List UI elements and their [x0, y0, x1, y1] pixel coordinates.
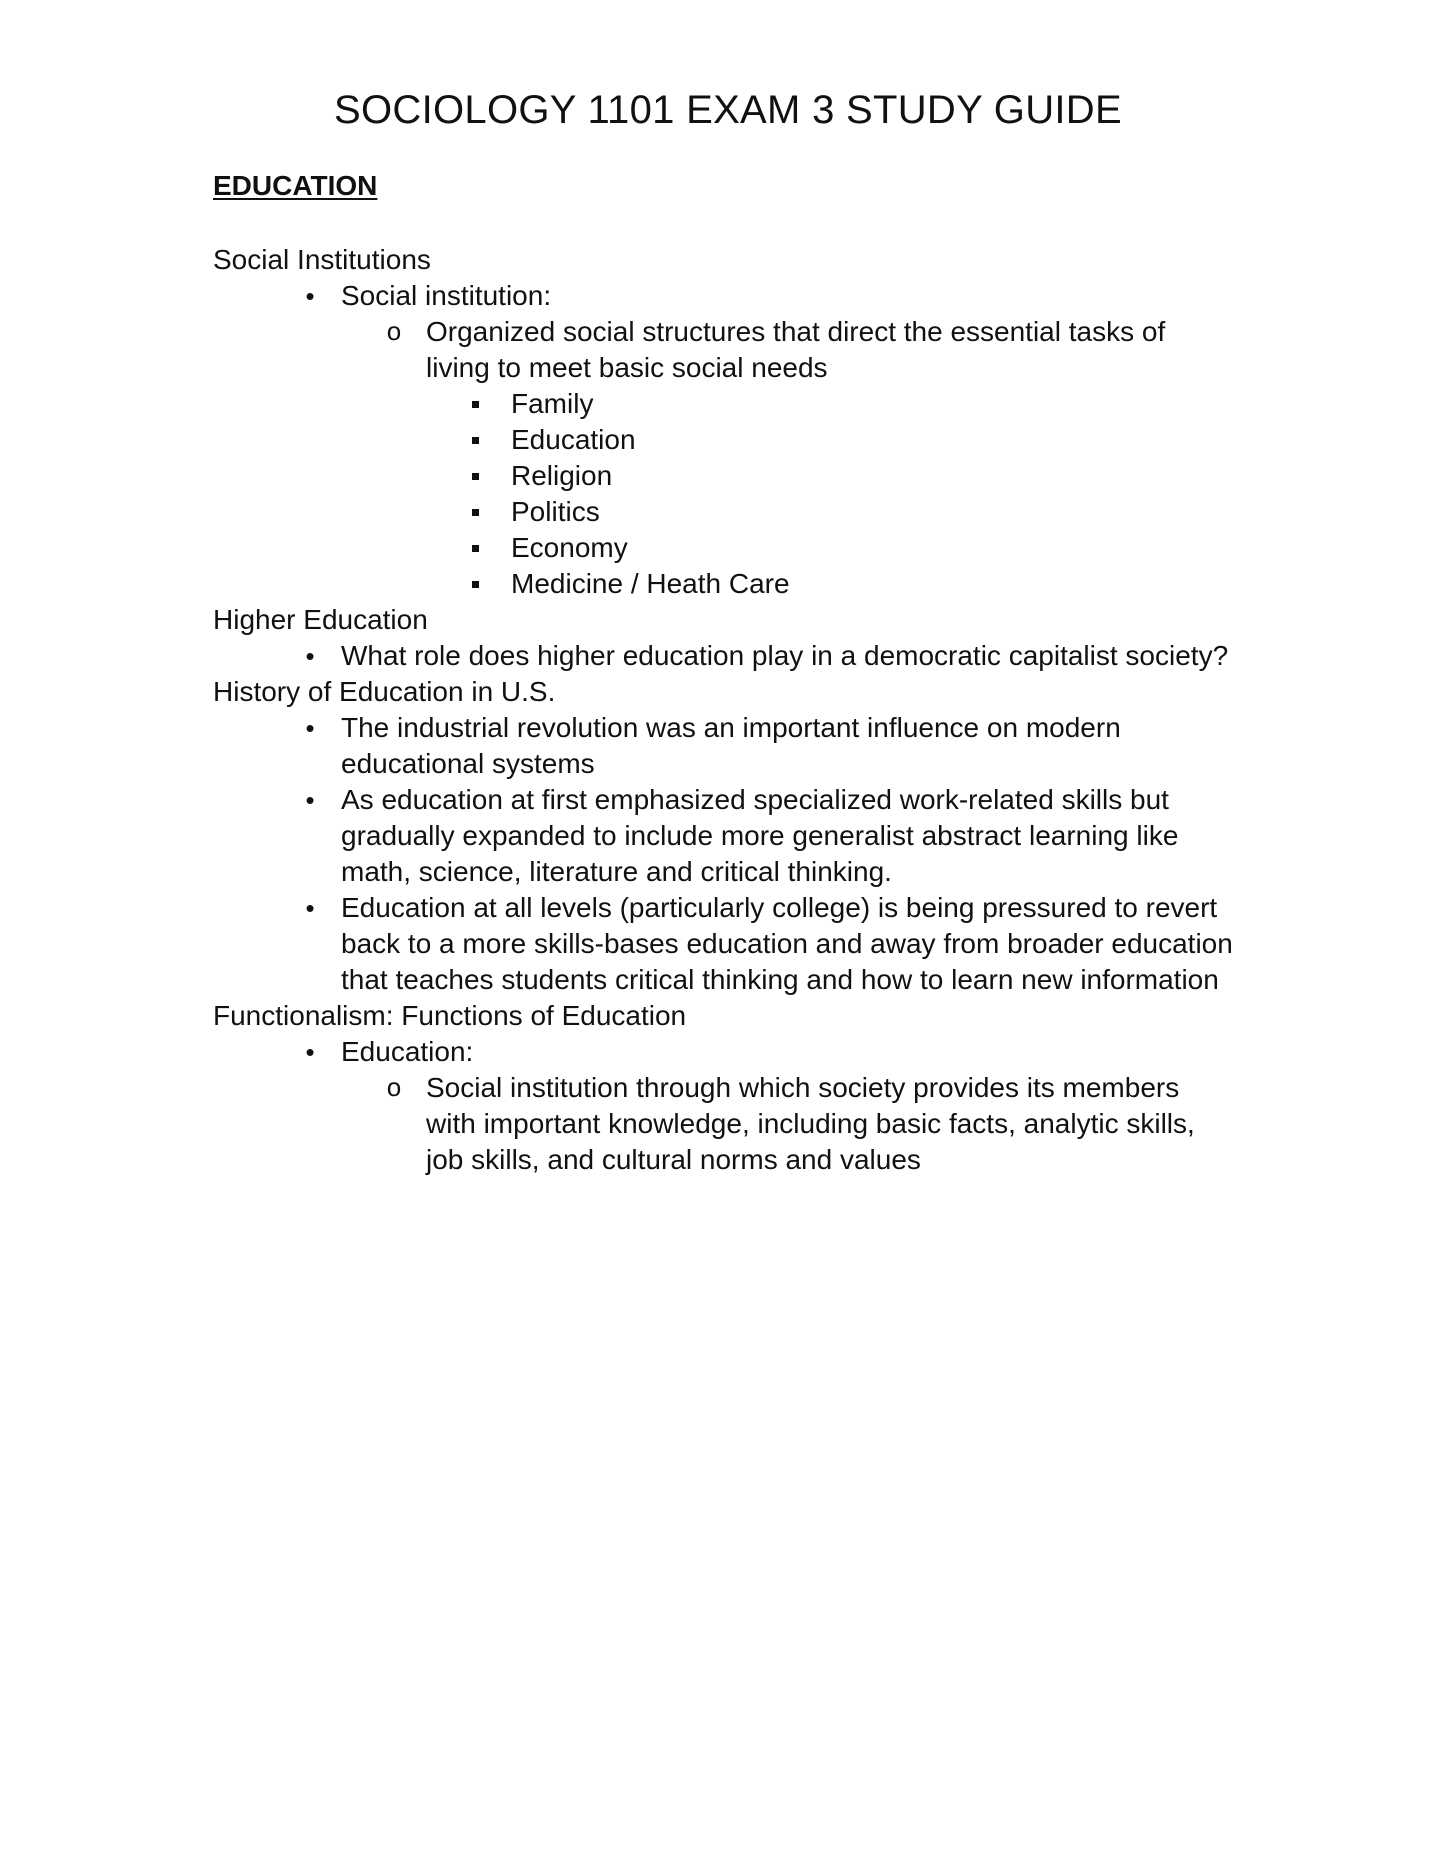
bullet-marker: •	[305, 713, 315, 743]
list-item-text: The industrial revolution was an important influence on modern educational systems	[341, 712, 1121, 779]
bullet-marker: •	[305, 281, 315, 311]
bullet-list	[213, 710, 1253, 998]
institution-item	[426, 494, 1253, 530]
bullet-list	[213, 638, 1253, 674]
square-bullet-marker	[472, 401, 479, 408]
bullet-marker: •	[305, 785, 315, 815]
document-title: SOCIOLOGY 1101 EXAM 3 STUDY GUIDE	[334, 88, 1122, 132]
square-bullet-marker	[472, 545, 479, 552]
sub-bullet-list	[341, 1070, 1253, 1178]
square-bullet-marker	[472, 581, 479, 588]
institution-item-text: Economy	[511, 532, 628, 563]
sub-list-item	[341, 1070, 1253, 1178]
institution-item-text: Religion	[511, 460, 613, 491]
topic-heading-social-institutions: Social Institutions	[213, 244, 431, 275]
bullet-marker: •	[305, 1037, 315, 1067]
bullet-marker: •	[305, 893, 315, 923]
institution-item	[426, 458, 1253, 494]
list-item	[213, 638, 1253, 674]
sub-bullet-marker: o	[386, 1072, 402, 1102]
list-item	[213, 782, 1253, 890]
list-item-text: Education at all levels (particularly college) is being pressured to revert back to a more skills-bases education and away from broader education that teaches students critical thinking and how to learn new information	[341, 892, 1233, 995]
square-bullet-marker	[472, 509, 479, 516]
sub-bullet-list	[341, 314, 1253, 602]
list-item-text: Education:	[341, 1036, 474, 1067]
square-bullet-marker	[472, 473, 479, 480]
topic-heading-history: History of Education in U.S.	[213, 676, 556, 707]
institution-item-text: Politics	[511, 496, 600, 527]
bullet-marker: •	[305, 641, 315, 671]
institution-item	[426, 386, 1253, 422]
document-body	[213, 168, 1253, 1178]
list-item-text: Social institution:	[341, 280, 552, 311]
topic-heading-higher-education: Higher Education	[213, 604, 428, 635]
institution-item-text: Medicine / Heath Care	[511, 568, 790, 599]
sub-list-item	[341, 314, 1253, 602]
bullet-list	[213, 278, 1253, 602]
topic-heading-functionalism: Functionalism: Functions of Education	[213, 1000, 687, 1031]
square-bullet-list	[426, 386, 1253, 602]
list-item	[213, 890, 1253, 998]
list-item	[213, 710, 1253, 782]
sub-list-item-text: Organized social structures that direct the essential tasks of living to meet basic social needs	[426, 316, 1166, 383]
institution-item-text: Education	[511, 424, 636, 455]
list-item-text: What role does higher education play in a democratic capitalist society?	[341, 640, 1229, 671]
bullet-list	[213, 1034, 1253, 1178]
list-item	[213, 1034, 1253, 1178]
square-bullet-marker	[472, 437, 479, 444]
institution-item	[426, 566, 1253, 602]
institution-item	[426, 422, 1253, 458]
institution-item-text: Family	[511, 388, 594, 419]
institution-item	[426, 530, 1253, 566]
list-item	[213, 278, 1253, 602]
sub-list-item-text: Social institution through which society provides its members with important knowledge, including basic facts, analytic skills, job skills, and cultural norms and values	[426, 1072, 1195, 1175]
section-heading-education: EDUCATION	[213, 170, 378, 201]
sub-bullet-marker: o	[386, 316, 402, 346]
list-item-text: As education at first emphasized specialized work-related skills but gradually expanded to include more generalist abstract learning like math, science, literature and critical thinking.	[341, 784, 1179, 887]
